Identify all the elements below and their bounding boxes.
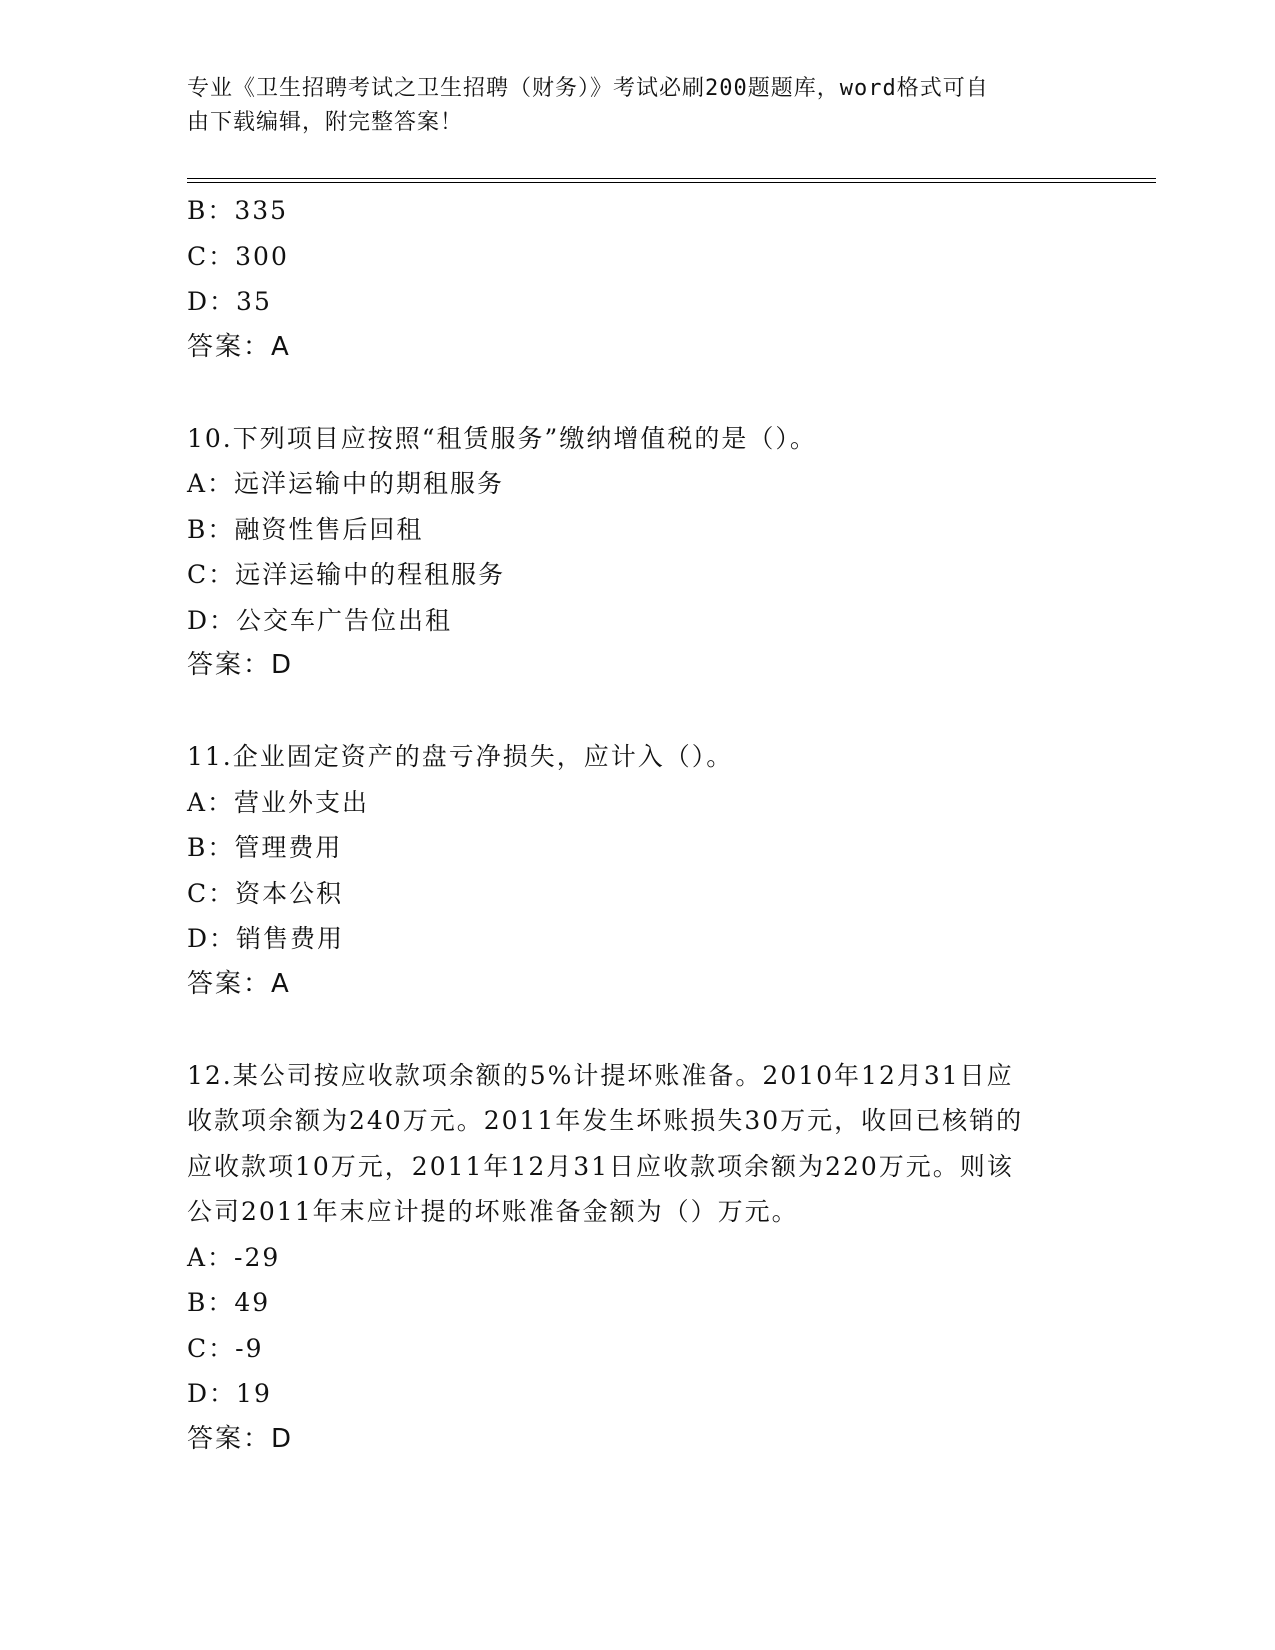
question-stem: 11.企业固定资产的盘亏净损失，应计入（）。 — [187, 742, 734, 771]
spacer — [187, 1007, 1087, 1053]
option-d: D：销售费用 — [187, 924, 345, 953]
header-divider-bottom — [187, 182, 1156, 183]
option-d: D：19 — [187, 1379, 272, 1408]
question-stem-line: 公司2011年末应计提的坏账准备金额为（）万元。 — [187, 1197, 799, 1226]
question-stem-line: 收款项余额为240万元。2011年发生坏账损失30万元，收回已核销的 — [187, 1106, 1024, 1135]
option-b: B：管理费用 — [187, 833, 343, 862]
answer-line: 答案：A — [187, 331, 291, 362]
question-stem-line: 应收款项10万元，2011年12月31日应收款项余额为220万元。则该 — [187, 1151, 1014, 1181]
question-12 — [187, 1053, 1087, 1463]
spacer — [187, 370, 1087, 416]
option-d: D：35 — [187, 287, 272, 316]
option-d: D：公交车广告位出租 — [187, 605, 453, 635]
option-b: B：49 — [187, 1288, 271, 1317]
answer-line: 答案：A — [187, 968, 291, 999]
option-a: A：远洋运输中的期租服务 — [187, 469, 505, 498]
question-stem-line: 12.某公司按应收款项余额的5%计提坏账准备。2010年12月31日应 — [187, 1060, 1014, 1090]
question-11 — [187, 734, 1087, 1007]
header-line-1: 专业《卫生招聘考试之卫生招聘（财务）》考试必刷200题题库，word格式可自 — [187, 76, 989, 101]
document-header — [187, 72, 1087, 140]
answer-line: 答案：D — [187, 1423, 294, 1454]
option-c: C：资本公积 — [187, 878, 344, 908]
question-10 — [187, 416, 1087, 689]
option-b: B：融资性售后回租 — [187, 514, 424, 544]
option-a: A：营业外支出 — [187, 787, 370, 817]
question-stem: 10.下列项目应按照“租赁服务”缴纳增值税的是（）。 — [187, 423, 817, 453]
header-divider-top — [187, 178, 1156, 179]
option-b: B：335 — [187, 196, 289, 225]
spacer — [187, 689, 1087, 735]
document-body — [187, 188, 1087, 1462]
option-c: C：300 — [187, 241, 289, 271]
option-c: C：远洋运输中的程租服务 — [187, 560, 506, 589]
question-9-continued — [187, 188, 1087, 370]
header-line-2: 由下载编辑，附完整答案！ — [187, 110, 464, 135]
option-a: A：-29 — [187, 1242, 281, 1272]
option-c: C：-9 — [187, 1333, 264, 1363]
answer-line: 答案：D — [187, 650, 294, 680]
